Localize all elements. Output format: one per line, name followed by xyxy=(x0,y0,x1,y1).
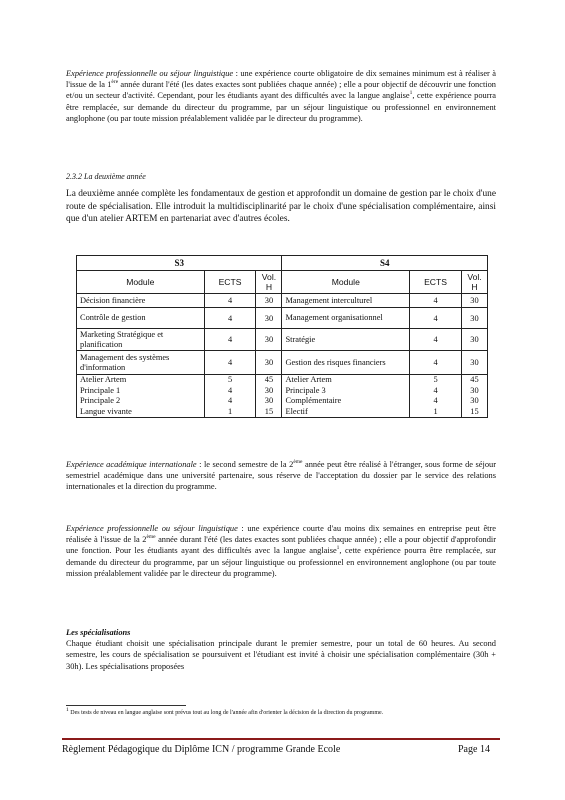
ects-cell: 4 xyxy=(410,294,462,308)
footnote-separator xyxy=(66,705,186,706)
column-header-vol: Vol. H xyxy=(461,271,487,294)
paragraph-text: année peut être réalisé à l'étranger, sous forme de séjour semestriel académique dans une université partenaire, sous réserve de l'acceptation du dossier par le service des relations internationales et la direction du programme. xyxy=(66,460,496,492)
table-row xyxy=(77,407,488,418)
ects-cell: 1 xyxy=(410,407,462,418)
footnote-number: 1 xyxy=(66,707,69,713)
table-row xyxy=(77,375,488,386)
footnote-text: Des tests de niveau en langue anglaise sont prévus tout au long de l'année afin d'orienter la décision de la direction du programme. xyxy=(70,710,384,716)
vol-cell: 30 xyxy=(256,386,282,397)
footnote-ref: 1 xyxy=(336,545,340,552)
column-header-vol: Vol. H xyxy=(256,271,282,294)
module-cell: Atelier Artem xyxy=(77,375,205,386)
table-row xyxy=(77,329,488,351)
vol-cell: 30 xyxy=(256,329,282,351)
vol-cell: 30 xyxy=(256,351,282,375)
ects-cell: 4 xyxy=(204,308,256,329)
module-cell: Contrôle de gestion xyxy=(77,308,205,329)
paragraph-professional-experience-y1 xyxy=(66,68,496,124)
module-cell: Atelier Artem xyxy=(282,375,410,386)
module-cell: Principale 3 xyxy=(282,386,410,397)
module-cell: Principale 1 xyxy=(77,386,205,397)
paragraph-lead: Expérience professionnelle ou séjour linguistique xyxy=(66,69,234,78)
ects-cell: 4 xyxy=(204,351,256,375)
paragraph-professional-experience-y2 xyxy=(66,523,496,579)
paragraph-text: , cette expérience pourra être remplacée, sur demande du directeur du programme, par un séjour linguistique ou professionnel en environnement anglophone (ou par toute mission préalablement validée par le directeur du programme). xyxy=(66,546,496,578)
ects-cell: 4 xyxy=(204,386,256,397)
paragraph-label: Les spécialisations xyxy=(66,628,131,637)
paragraph-lead: Expérience académique internationale xyxy=(66,460,197,469)
semester-header-s4: S4 xyxy=(282,256,488,271)
module-cell: Marketing Stratégique et planification xyxy=(77,329,205,351)
vol-cell: 30 xyxy=(461,396,487,407)
module-cell: Management organisationnel xyxy=(282,308,410,329)
ects-cell: 1 xyxy=(204,407,256,418)
module-cell: Langue vivante xyxy=(77,407,205,418)
ects-cell: 5 xyxy=(410,375,462,386)
vol-cell: 30 xyxy=(256,396,282,407)
semester-header-s3: S3 xyxy=(77,256,282,271)
paragraph-text: : une expérience courte obligatoire de dix semaines minimum est à réaliser à l'issue de la 1 xyxy=(66,69,497,90)
module-cell: Gestion des risques financiers xyxy=(282,351,410,375)
vol-cell: 30 xyxy=(461,386,487,397)
section-heading: 2.3.2 La deuxième année xyxy=(66,172,146,181)
vol-cell: 15 xyxy=(256,407,282,418)
module-cell: Electif xyxy=(282,407,410,418)
column-header-module: Module xyxy=(77,271,205,294)
footer-rule xyxy=(62,738,500,740)
module-cell: Décision financière xyxy=(77,294,205,308)
paragraph-lead: Expérience professionnelle ou séjour linguistique xyxy=(66,524,238,533)
footer-title: Règlement Pédagogique du Diplôme ICN / programme Grande Ecole xyxy=(62,744,341,755)
ects-cell: 4 xyxy=(410,308,462,329)
paragraph-text: : le second semestre de la 2 xyxy=(199,460,294,469)
ects-cell: 4 xyxy=(410,386,462,397)
vol-cell: 45 xyxy=(256,375,282,386)
paragraph-text: , cette expérience pourra être remplacée, sur demande du directeur du programme, par un séjour linguistique ou professionnel en environnement anglophone (ou par toute mission préalablement validée par le directeur du programme). xyxy=(66,91,496,123)
ects-cell: 4 xyxy=(410,396,462,407)
course-table xyxy=(76,255,488,418)
vol-cell: 30 xyxy=(256,308,282,329)
module-cell: Management des systèmes d'information xyxy=(77,351,205,375)
module-cell: Management interculturel xyxy=(282,294,410,308)
table-row xyxy=(77,351,488,375)
vol-cell: 30 xyxy=(461,329,487,351)
ects-cell: 5 xyxy=(204,375,256,386)
superscript: ème xyxy=(293,459,303,466)
superscript: ère xyxy=(111,79,119,86)
module-cell: Principale 2 xyxy=(77,396,205,407)
vol-cell: 15 xyxy=(461,407,487,418)
vol-cell: 30 xyxy=(461,351,487,375)
page-number: Page 14 xyxy=(458,744,490,755)
footnote-ref: 1 xyxy=(409,90,413,97)
ects-cell: 4 xyxy=(204,329,256,351)
column-header-ects: ECTS xyxy=(410,271,462,294)
section-body: La deuxième année complète les fondamentaux de gestion et approfondit un domaine de gestion par le choix d'une route de spécialisation. Elle introduit la multidisciplinarité par le choix d'une spécialisation complémentaire, ainsi que d'un atelier ARTEM en partenariat avec d'autres écoles. xyxy=(66,189,496,225)
ects-cell: 4 xyxy=(410,351,462,375)
vol-cell: 30 xyxy=(256,294,282,308)
vol-cell: 30 xyxy=(461,308,487,329)
ects-cell: 4 xyxy=(410,329,462,351)
paragraph-text: : une expérience courte d'au moins dix semaines en entreprise peut être réalisée à l'issue de la 2 xyxy=(66,524,497,545)
ects-cell: 4 xyxy=(204,396,256,407)
paragraph-text: année durant l'été (les dates exactes sont publiées chaque année) ; elle a pour objectif d'approfondir une fonction. Pour les étudiants ayant des difficultés avec la langue anglaise xyxy=(66,535,496,556)
footnote xyxy=(66,709,496,717)
paragraph-academic-experience xyxy=(66,459,496,493)
paragraph-specialisations xyxy=(66,627,496,672)
table-row xyxy=(77,308,488,329)
vol-cell: 45 xyxy=(461,375,487,386)
ects-cell: 4 xyxy=(204,294,256,308)
column-header-ects: ECTS xyxy=(204,271,256,294)
vol-cell: 30 xyxy=(461,294,487,308)
paragraph-text: année durant l'été (les dates exactes sont publiées chaque année) ; elle a pour objectif de découvrir une fonction et/ou un secteur d'activité. Cependant, pour les étudiants ayant des difficultés avec la langue anglaise xyxy=(66,80,496,101)
column-header-module: Module xyxy=(282,271,410,294)
module-cell: Complémentaire xyxy=(282,396,410,407)
module-cell: Stratégie xyxy=(282,329,410,351)
table-row xyxy=(77,396,488,407)
paragraph-text: Chaque étudiant choisit une spécialisation principale durant le premier semestre, pour un total de 60 heures. Au second semestre, les cours de spécialisation se poursuivent et l'étudiant est invité à choisir une spécialisation complémentaire (30h + 30h). Les spécialisations proposées xyxy=(66,639,496,671)
superscript: ème xyxy=(146,534,156,541)
table-row xyxy=(77,386,488,397)
table-row xyxy=(77,294,488,308)
